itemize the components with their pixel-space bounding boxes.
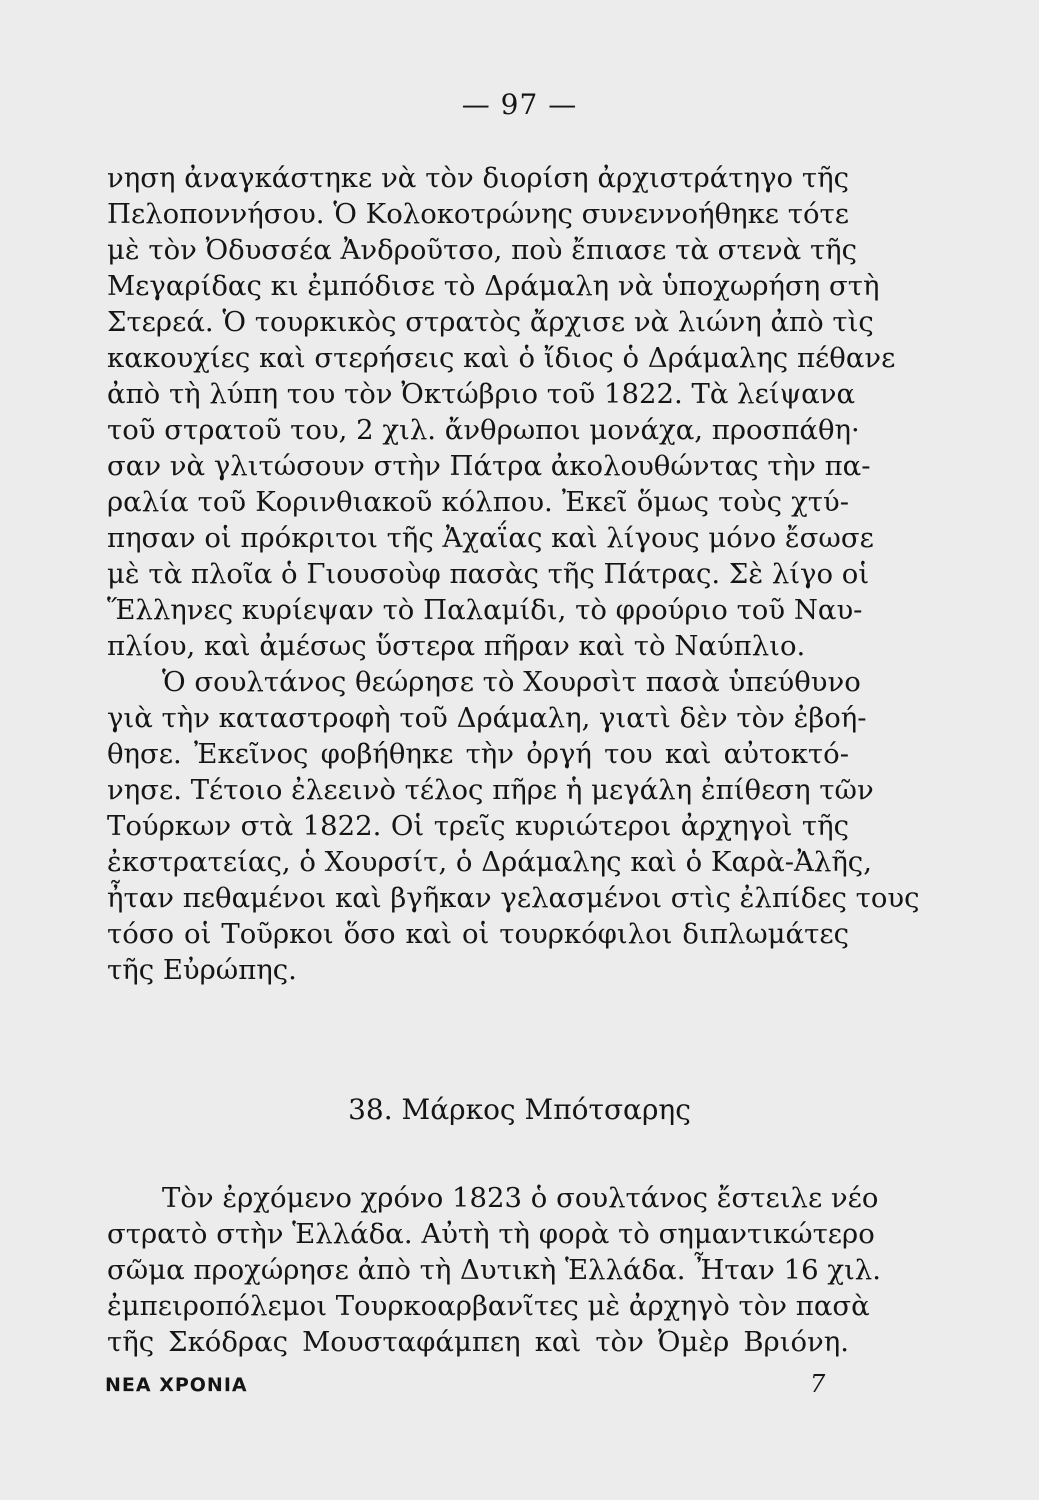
text-line: γιὰ τὴν καταστροφὴ τοῦ Δράμαλη, γιατὶ δὲν τὸν ἐβοή- (107, 702, 867, 734)
text-line: θησε. Ἐκεῖνος φοβήθηκε τὴν ὀργή του καὶ αὐτοκτό- (107, 738, 849, 770)
footer-signature-mark: 7 (810, 1370, 826, 1398)
text-line: μὲ τὰ πλοῖα ὁ Γιουσοὺφ πασὰς τῆς Πάτρας. Σὲ λίγο οἱ (107, 558, 870, 590)
text-line: ραλία τοῦ Κορινθιακοῦ κόλπου. Ἐκεῖ ὅμως τοὺς χτύ- (107, 486, 849, 518)
text-line: Στερεά. Ὁ τουρκικὸς στρατὸς ἄρχισε νὰ λιώνη ἀπὸ τὶς (107, 306, 874, 338)
text-line: σαν νὰ γλιτώσουν στὴν Πάτρα ἀκολουθώντας τὴν πα- (107, 450, 871, 482)
text-line: ἀπὸ τὴ λύπη του τὸν Ὀκτώβριο τοῦ 1822. Τὰ λείψανα (107, 378, 856, 410)
section-heading: 38. Μάρκος Μπότσαρης (348, 1093, 691, 1126)
text-line: τῆς Σκόδρας Μουσταφάμπεη καὶ τὸν Ὀμὲρ Βριόνη. (107, 1326, 849, 1358)
text-line: τόσο οἱ Τοῦρκοι ὅσο καὶ οἱ τουρκόφιλοι διπλωμάτες (107, 918, 849, 950)
text-line: Πελοποννήσου. Ὁ Κολοκοτρώνης συνεννοήθηκε τότε (107, 198, 849, 230)
text-line: πησαν οἱ πρόκριτοι τῆς Ἀχαΐας καὶ λίγους μόνο ἔσωσε (107, 522, 874, 554)
text-line: Μεγαρίδας κι ἐμπόδισε τὸ Δράμαλη νὰ ὑποχωρήση στὴ (107, 270, 880, 302)
text-line: ἦταν πεθαμένοι καὶ βγῆκαν γελασμένοι στὶς ἐλπίδες τους (107, 882, 920, 914)
text-line: πλίου, καὶ ἀμέσως ὕστερα πῆραν καὶ τὸ Ναύπλιο. (107, 630, 806, 662)
text-line: Τὸν ἐρχόμενο χρόνο 1823 ὁ σουλτάνος ἔστειλε νέο (162, 1182, 879, 1214)
text-line: ἐκστρατείας, ὁ Χουρσίτ, ὁ Δράμαλης καὶ ὁ Καρὰ-Ἀλῆς, (107, 846, 872, 878)
text-line: ἐμπειροπόλεμοι Τουρκοαρβανῖτες μὲ ἀρχηγὸ τὸν πασὰ (107, 1290, 870, 1322)
text-line: Τούρκων στὰ 1822. Οἱ τρεῖς κυριώτεροι ἀρχηγοὶ τῆς (107, 810, 849, 842)
text-line: κακουχίες καὶ στερήσεις καὶ ὁ ἴδιος ὁ Δράμαλης πέθανε (107, 342, 896, 374)
text-line: μὲ τὸν Ὀδυσσέα Ἀνδροῦτσο, ποὺ ἔπιασε τὰ στενὰ τῆς (107, 234, 858, 266)
text-line: νηση ἀναγκάστηκε νὰ τὸν διορίση ἀρχιστράτηγο τῆς (107, 162, 849, 194)
page-number: — 97 — (461, 88, 578, 121)
text-line: τῆς Εὐρώπης. (107, 954, 297, 986)
text-line: Ἕλληνες κυρίεψαν τὸ Παλαμίδι, τὸ φρούριο τοῦ Ναυ- (107, 594, 863, 626)
text-line: Ὁ σουλτάνος θεώρησε τὸ Χουρσὶτ πασὰ ὑπεύθυνο (162, 666, 861, 698)
text-line: στρατὸ στὴν Ἑλλάδα. Αὐτὴ τὴ φορὰ τὸ σημαντικώτερο (107, 1218, 875, 1250)
text-line: τοῦ στρατοῦ του, 2 χιλ. ἄνθρωποι μονάχα, προσπάθη· (107, 414, 860, 446)
text-line: νησε. Τέτοιο ἐλεεινὸ τέλος πῆρε ἡ μεγάλη ἐπίθεση τῶν (107, 774, 874, 806)
text-line: σῶμα προχώρησε ἀπὸ τὴ Δυτικὴ Ἑλλάδα. Ἦταν 16 χιλ. (107, 1254, 881, 1286)
footer-publication: ΝΕΑ ΧΡΟΝΙΑ (105, 1374, 248, 1396)
